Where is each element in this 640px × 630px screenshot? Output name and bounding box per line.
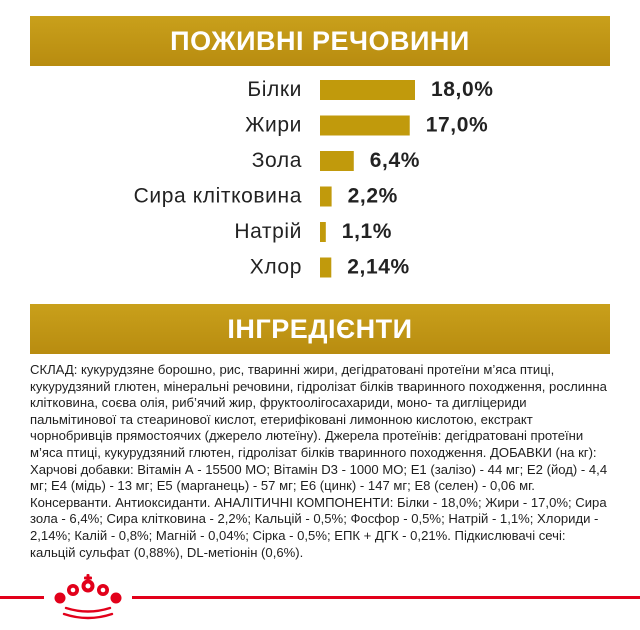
nutrient-bar	[320, 151, 354, 171]
nutrient-bar	[320, 116, 410, 136]
nutrient-bar	[320, 258, 331, 278]
nutrient-value-label: 18,0%	[431, 78, 494, 101]
nutrient-value-label: 17,0%	[425, 113, 489, 137]
footer-line-right	[132, 596, 640, 599]
nutrients-title: ПОЖИВНІ РЕЧОВИНИ	[170, 25, 470, 56]
nutrients-banner	[30, 16, 610, 66]
nutrient-bar	[320, 222, 326, 242]
nutrient-value-label: 2,2%	[347, 184, 398, 208]
nutrient-label: Білки	[247, 78, 302, 101]
ingredients-title: ІНГРЕДІЄНТИ	[227, 313, 413, 344]
nutrient-label: Натрій	[234, 220, 302, 243]
nutrient-value-label: 6,4%	[369, 149, 421, 172]
ingredients-banner	[30, 304, 610, 354]
nutrient-value-label: 2,14%	[347, 255, 410, 279]
nutrient-label: Жири	[245, 113, 302, 137]
nutrient-label: Сира клітковина	[133, 184, 302, 208]
nutrient-label: Хлор	[249, 255, 302, 279]
nutrient-value-label: 1,1%	[341, 220, 393, 243]
nutrient-bar	[320, 187, 332, 207]
royal-crown-icon	[46, 572, 130, 622]
nutrient-label: Зола	[251, 149, 302, 172]
nutrient-bar	[320, 80, 415, 100]
footer-line-left	[0, 596, 44, 599]
nutrient-bar-chart	[0, 70, 640, 288]
ingredients-text: СКЛАД: кукурудзяне борошно, рис, тваринні жири, дегідратовані протеїни м’яса птиці, кукурудзяний глютен, мінеральні речовини, гідролізат білків тваринного походження, рослинна клітковина, соєва олія, риб’ячий жир, фруктоолігосахариди, моно- та дигліцериди пальмітинової та стеаринової кислот, етерифіковані лимонною кислотою, екстракт чорнобривців прямостоячих (джерело лютеїну). Джерела протеїнів: дегідратовані протеїни м’яса птиці, кукурудзяний глютен, гідролізат білків тваринного походження. ДОБАВКИ (на кг): Харчові добавки: Вітамін А - 15500 МО; Вітамін D3 - 1000 МО; E1 (залізо) - 44 мг; E2 (йод) - 4,4 мг; E4 (мідь) - 13 мг; E5 (марганець) - 57 мг; E6 (цинк) - 147 мг; E8 (селен) - 0,06 мг. Консерванти. Антиоксиданти. АНАЛІТИЧНІ КОМПОНЕНТИ: Білки - 18,0%; Жири - 17,0%; Сира зола - 6,4%; Сира клітковина - 2,2%; Кальцій - 0,5%; Фосфор - 0,5%; Натрій - 1,1%; Хлориди - 2,14%; Калій - 0,8%; Магній - 0,04%; Сірка - 0,5%; ЕПК + ДГК - 0,21%. Підкислювачі сечі: кальцій сульфат (0,88%), DL-метіонін (0,6%).	[30, 362, 608, 560]
